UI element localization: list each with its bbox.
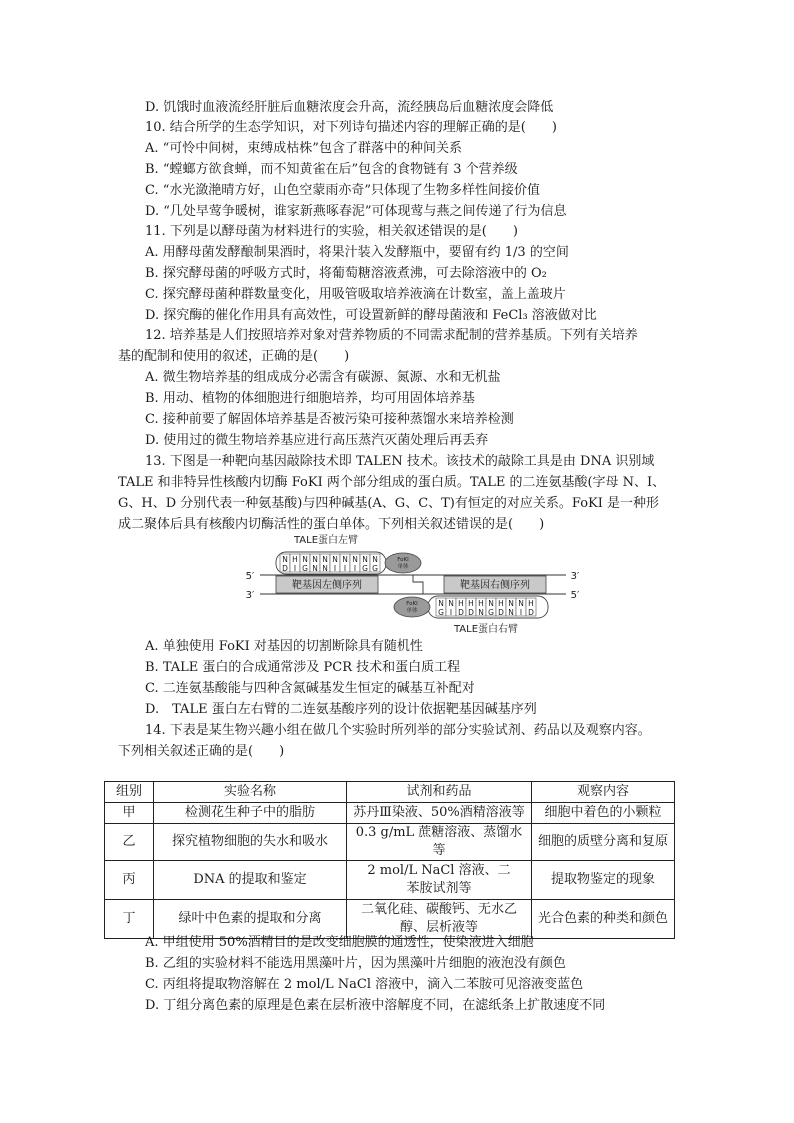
talen-diagram bbox=[238, 530, 590, 638]
right-arm-top-letter: N bbox=[448, 599, 454, 608]
left-arm-bottom-letter: I bbox=[293, 564, 297, 573]
q13-stem-cont-2: G、H、D 分别代表一种氨基酸)与四种碱基(A、G、C、T)有恒定的对应关系。FoKI 是一种形 bbox=[118, 496, 659, 511]
q13-stem-cont-3: 成二聚体后具有核酸内切酶活性的蛋白单体。下列相关叙述错误的是( ) bbox=[118, 517, 545, 532]
right-arm-top-letter: H bbox=[498, 599, 504, 608]
table-cell: 乙 bbox=[105, 824, 154, 861]
right-arm-top-letter: H bbox=[528, 599, 534, 608]
left-arm-bottom-letter: I bbox=[333, 564, 337, 573]
right-arm-bottom-letter: D bbox=[528, 608, 534, 617]
right-arm-top-letter: N bbox=[438, 599, 444, 608]
left-arm-top-letter: N bbox=[322, 555, 328, 564]
table-row bbox=[105, 803, 675, 824]
left-arm-bottom-letter: N bbox=[312, 564, 318, 573]
foki-bottom bbox=[394, 597, 430, 617]
q10-option-a: A. “可怜中间树，束缚成枯株”包含了群落中的种间关系 bbox=[145, 141, 462, 156]
left-arm-bottom-letter: G bbox=[362, 564, 368, 573]
right-arm-top-letter: H bbox=[458, 599, 464, 608]
table-header: 实验名称 bbox=[154, 782, 347, 803]
right-arm-bottom-letter: D bbox=[498, 608, 504, 617]
table-header-row bbox=[105, 782, 675, 803]
table-cell: 苏丹Ⅲ染液、50%酒精溶液等 bbox=[347, 803, 532, 824]
left-arm-bottom-letter: N bbox=[322, 564, 328, 573]
right-arm-bottom-letter: I bbox=[449, 608, 453, 617]
right-arm-bottom-letter: D bbox=[458, 608, 464, 617]
right-arm-top-letter: H bbox=[478, 599, 484, 608]
right-arm-top-letter: N bbox=[508, 599, 514, 608]
table-row bbox=[105, 861, 675, 900]
table-cell: 提取物鉴定的现象 bbox=[532, 861, 675, 900]
q13-stem-cont-1: TALE 和非特异性核酸内切酶 FoKI 两个部分组成的蛋白质。TALE 的二连氨基酸(字母 N、I、 bbox=[118, 475, 666, 490]
table-cell: 光合色素的种类和颜色 bbox=[532, 900, 675, 939]
foki-bottom-sub: 单体 bbox=[406, 608, 418, 614]
right-arm-bottom-letter: N bbox=[478, 608, 484, 617]
left-arm-bottom-letter: I bbox=[343, 564, 347, 573]
table-cell: 二氧化硅、碳酸钙、无水乙醇、层析液等 bbox=[347, 900, 532, 939]
right-arm-bottom-letter: N bbox=[508, 608, 514, 617]
table-header: 试剂和药品 bbox=[347, 782, 532, 803]
q12-stem: 12. 培养基是人们按照培养对象对营养物质的不同需求配制的营养基质。下列有关培养 bbox=[145, 328, 638, 343]
table-header: 观察内容 bbox=[532, 782, 675, 803]
q10-option-b: B. “螳螂方欲食蝉，而不知黄雀在后”包含的食物链有 3 个营养级 bbox=[145, 162, 518, 177]
foki-top bbox=[385, 553, 421, 573]
left-arm-top-letter: H bbox=[292, 555, 298, 564]
q11-stem: 11. 下列是以酵母菌为材料进行的实验，相关叙述错误的是( ) bbox=[145, 224, 518, 239]
q11-option-a: A. 用酵母菌发酵酿制果酒时，将果汁装入发酵瓶中，要留有约 1/3 的空间 bbox=[145, 245, 569, 260]
q12-stem-cont: 基的配制和使用的叙述，正确的是( ) bbox=[118, 349, 350, 364]
q12-option-c: C. 接种前要了解固体培养基是否被污染可接种蒸馏水来培养检测 bbox=[145, 412, 514, 427]
left-arm-top-letter: N bbox=[302, 555, 308, 564]
table-cell: DNA 的提取和鉴定 bbox=[154, 861, 347, 900]
foki-bottom-label: FoKI bbox=[406, 601, 418, 607]
experiment-table bbox=[104, 781, 675, 939]
q13-option-b: B. TALE 蛋白的合成通常涉及 PCR 技术和蛋白质工程 bbox=[145, 660, 461, 675]
strand-5-right: 5′ bbox=[570, 590, 580, 601]
q14-stem: 14. 下表是某生物兴趣小组在做几个实验时所列举的部分实验试剂、药品以及观察内容。 bbox=[145, 723, 651, 738]
table-cell: 绿叶中色素的提取和分离 bbox=[154, 900, 347, 939]
q10-option-d: D. “几处早莺争暖树，谁家新燕啄春泥”可体现莺与燕之间传递了行为信息 bbox=[145, 204, 567, 219]
q13-option-c: C. 二连氨基酸能与四种含氮碱基发生恒定的碱基互补配对 bbox=[145, 681, 475, 696]
right-arm-bottom-letter: G bbox=[438, 608, 444, 617]
q14-option-a: A. 甲组使用 50%酒精目的是改变细胞膜的通透性，使染液进入细胞 bbox=[145, 935, 534, 950]
cut-mark bbox=[413, 575, 423, 594]
right-arm-top-letter: N bbox=[488, 599, 494, 608]
table-cell: 细胞的质壁分离和复原 bbox=[532, 824, 675, 861]
table-header: 组别 bbox=[105, 782, 154, 803]
left-arm-bottom-letter: D bbox=[282, 564, 288, 573]
left-arm-top-letter: N bbox=[362, 555, 368, 564]
q13-option-d: D. TALE 蛋白左右臂的二连氨基酸序列的设计依据靶基因碱基序列 bbox=[145, 702, 537, 717]
left-target-label: 靶基因左侧序列 bbox=[292, 580, 362, 591]
q11-option-c: C. 探究酵母菌种群数量变化，用吸管吸取培养液滴在计数室，盖上盖玻片 bbox=[145, 287, 566, 302]
right-target-label: 靶基因右侧序列 bbox=[460, 580, 530, 591]
table-cell: 丁 bbox=[105, 900, 154, 939]
left-arm-top-letter: N bbox=[372, 555, 378, 564]
q13-option-a: A. 单独使用 FoKI 对基因的切割断除具有随机性 bbox=[145, 639, 423, 654]
left-arm-top-letter: N bbox=[312, 555, 318, 564]
q12-option-a: A. 微生物培养基的组成成分必需含有碳源、氮源、水和无机盐 bbox=[145, 370, 501, 385]
q12-option-b: B. 用动、植物的体细胞进行细胞培养，均可用固体培养基 bbox=[145, 391, 475, 406]
strand-5-left: 5′ bbox=[245, 571, 255, 582]
q11-option-d: D. 探究酶的催化作用具有高效性，可设置新鲜的酵母菌液和 FeCl₃ 溶液做对比 bbox=[145, 308, 597, 323]
q14-option-d: D. 丁组分离色素的原理是色素在层析液中溶解度不同，在滤纸条上扩散速度不同 bbox=[145, 998, 606, 1013]
foki-top-label: FoKI bbox=[397, 557, 409, 563]
strand-3-right: 3′ bbox=[570, 571, 580, 582]
q9-option-d: D. 饥饿时血液流经肝脏后血糖浓度会升高，流经胰岛后血糖浓度会降低 bbox=[145, 100, 554, 115]
q14-option-b: B. 乙组的实验材料不能选用黑藻叶片，因为黑藻叶片细胞的液泡没有颜色 bbox=[145, 956, 566, 971]
q12-option-d: D. 使用过的微生物培养基应进行高压蒸汽灭菌处理后再丢弃 bbox=[145, 433, 489, 448]
table-row bbox=[105, 824, 675, 861]
right-arm-bottom-letter: I bbox=[519, 608, 523, 617]
table-cell: 细胞中着色的小颗粒 bbox=[532, 803, 675, 824]
table-cell: 甲 bbox=[105, 803, 154, 824]
right-arm-label: TALE蛋白右臂 bbox=[453, 624, 519, 635]
left-arm-bottom-letter: G bbox=[302, 564, 308, 573]
right-arm-top-letter: H bbox=[468, 599, 474, 608]
table-cell: 检测花生种子中的脂肪 bbox=[154, 803, 347, 824]
right-arm-top-letter: N bbox=[518, 599, 524, 608]
left-arm-top-letter: N bbox=[282, 555, 288, 564]
foki-top-sub: 单体 bbox=[397, 564, 409, 570]
talen-diagram-svg bbox=[238, 530, 590, 638]
left-arm-bottom-letter: G bbox=[372, 564, 378, 573]
q13-stem: 13. 下图是一种靶向基因敲除技术即 TALEN 技术。该技术的敲除工具是由 DNA 识别域 bbox=[145, 454, 655, 469]
left-arm-top-letter: N bbox=[352, 555, 358, 564]
q14-stem-cont: 下列相关叙述正确的是( ) bbox=[118, 744, 285, 759]
q10-option-c: C. “水光潋滟晴方好，山色空蒙雨亦奇”只体现了生物多样性间接价值 bbox=[145, 183, 541, 198]
q10-stem: 10. 结合所学的生态学知识，对下列诗句描述内容的理解正确的是( ) bbox=[145, 120, 557, 135]
left-arm-top-letter: N bbox=[342, 555, 348, 564]
table-cell: 丙 bbox=[105, 861, 154, 900]
table-cell: 0.3 g/mL 蔗糖溶液、蒸馏水等 bbox=[347, 824, 532, 861]
right-arm-bottom-letter: G bbox=[488, 608, 494, 617]
right-arm-bottom-letter: D bbox=[468, 608, 474, 617]
q14-option-c: C. 丙组将提取物溶解在 2 mol/L NaCl 溶液中，滴入二苯胺可见溶液变蓝色 bbox=[145, 977, 584, 992]
left-arm-bottom-letter: I bbox=[353, 564, 357, 573]
table-cell: 探究植物细胞的失水和吸水 bbox=[154, 824, 347, 861]
q11-option-b: B. 探究酵母菌的呼吸方式时，将葡萄糖溶液煮沸，可去除溶液中的 O₂ bbox=[145, 266, 547, 281]
strand-3-left: 3′ bbox=[245, 590, 255, 601]
left-arm-label: TALE蛋白左臂 bbox=[293, 535, 359, 546]
table-cell: 2 mol/L NaCl 溶液、二苯胺试剂等 bbox=[347, 861, 532, 900]
left-arm-top-letter: N bbox=[332, 555, 338, 564]
